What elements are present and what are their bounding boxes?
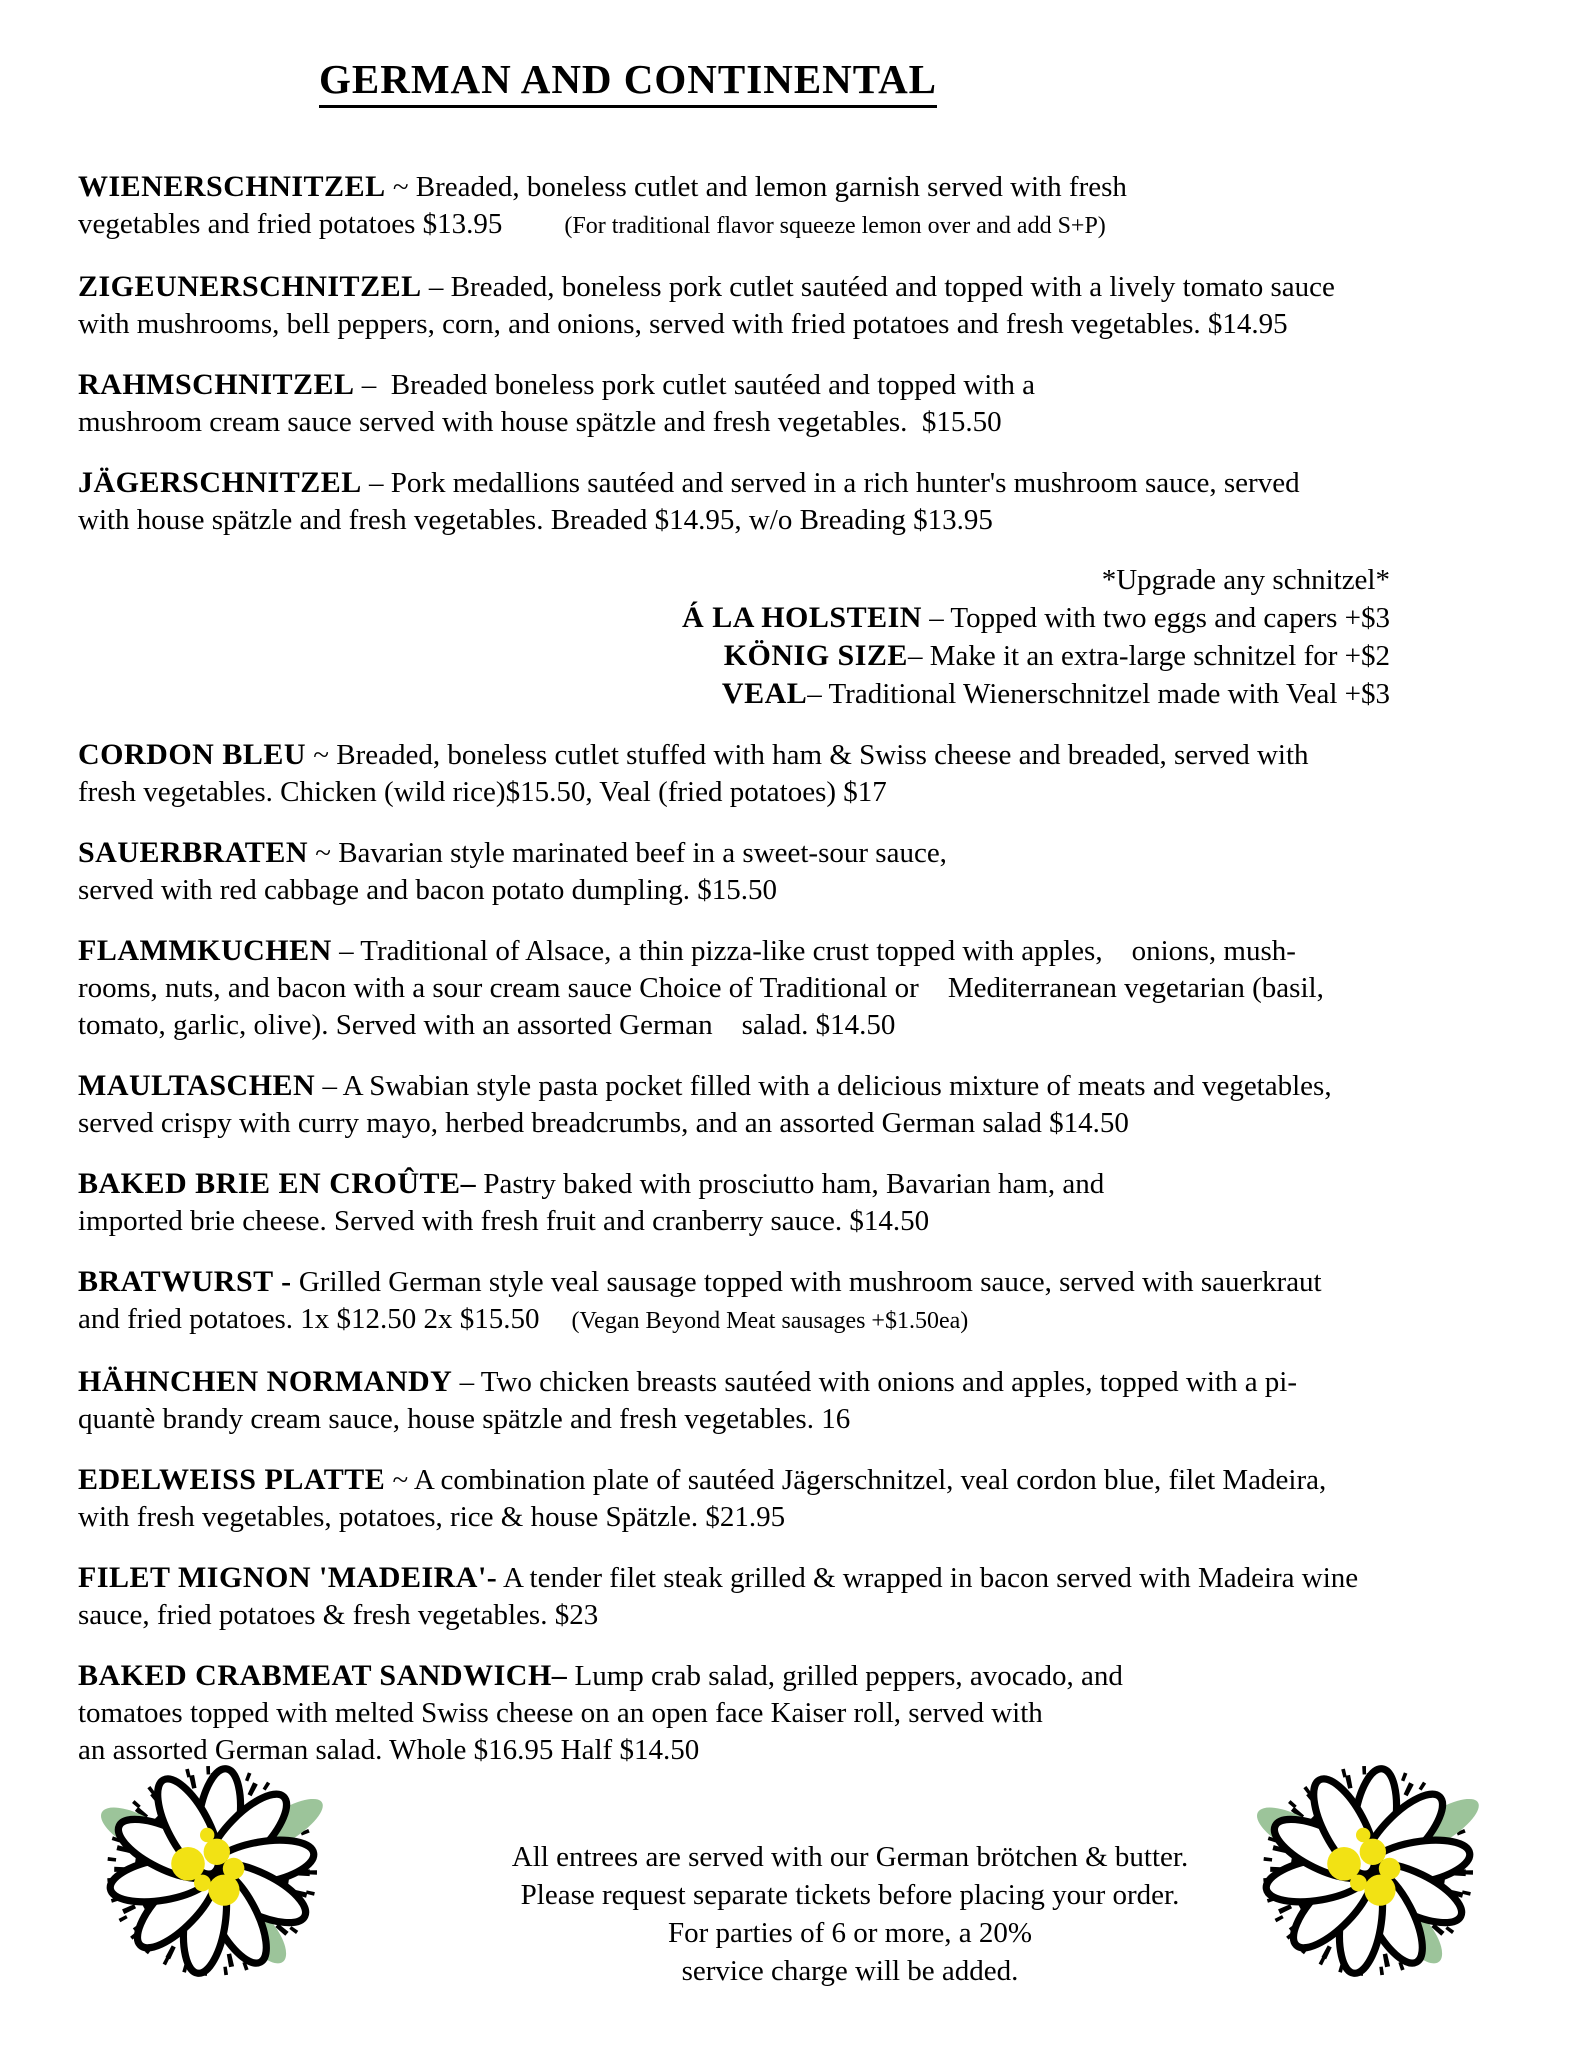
item-line: [78, 970, 1538, 1007]
item-line: [78, 502, 1538, 539]
menu-item-wienerschnitzel: [78, 168, 1538, 245]
item-line: [78, 1461, 1538, 1499]
menu-item-bratwurst: [78, 1263, 1538, 1340]
item-line: [78, 1695, 1538, 1732]
menu-item-baked-brie-en-croute: [78, 1165, 1538, 1240]
item-line: [78, 1401, 1538, 1438]
item-desc: – Two chicken breasts sautéed with onions and apples, topped with a pi-: [452, 1366, 1298, 1398]
item-line: [78, 1007, 1538, 1044]
menu-item-jaegerschnitzel: [78, 464, 1538, 539]
menu-item-maultaschen: [78, 1067, 1538, 1142]
item-line: [78, 464, 1538, 502]
item-title: FILET MIGNON 'MADEIRA'-: [78, 1561, 498, 1594]
footer-line: All entrees are served with our German brötchen & butter.: [511, 1841, 1189, 1873]
item-desc: mushroom cream sauce served with house spätzle and fresh vegetables. $15.50: [78, 406, 1002, 438]
item-line: [78, 268, 1538, 306]
upgrade-option: [78, 637, 1390, 675]
menu-item-edelweiss-platte: [78, 1461, 1538, 1536]
item-line: [78, 1165, 1538, 1203]
item-line: [78, 932, 1538, 970]
page-title-text: GERMAN AND CONTINENTAL: [319, 55, 937, 108]
upgrade-option-title: KÖNIG SIZE: [723, 639, 908, 672]
item-line: [78, 774, 1538, 811]
item-title: BAKED CRABMEAT SANDWICH–: [78, 1659, 568, 1692]
upgrade-option: [78, 599, 1390, 637]
item-desc: – Breaded boneless pork cutlet sautéed and topped with a: [354, 369, 1036, 401]
menu-item-zigeunerschnitzel: [78, 268, 1538, 343]
item-desc: served with red cabbage and bacon potato dumpling. $15.50: [78, 874, 778, 906]
item-title: JÄGERSCHNITZEL: [78, 466, 362, 499]
item-line: [78, 1559, 1538, 1597]
edelweiss-icon: [1248, 1742, 1488, 2000]
item-desc: fresh vegetables. Chicken (wild rice)$15.50, Veal (fried potatoes) $17: [78, 776, 887, 808]
item-desc: imported brie cheese. Served with fresh fruit and cranberry sauce. $14.50: [78, 1205, 930, 1237]
upgrade-option: [78, 675, 1390, 713]
edelweiss-flower-illustration-left: [92, 1742, 332, 2000]
item-desc: an assorted German salad. Whole $16.95 Half $14.50: [78, 1734, 700, 1766]
item-title: FLAMMKUCHEN: [78, 934, 332, 967]
upgrade-option-title: Á LA HOLSTEIN: [682, 601, 922, 634]
item-title: HÄHNCHEN NORMANDY: [78, 1365, 453, 1398]
menu-item-rahmschnitzel: [78, 366, 1538, 441]
item-line: [78, 1105, 1538, 1142]
item-line: [78, 1301, 1538, 1340]
item-title: SAUERBRATEN: [78, 836, 308, 869]
edelweiss-icon: [92, 1742, 332, 2000]
item-line: [78, 366, 1538, 404]
item-desc: – Traditional of Alsace, a thin pizza-like crust topped with apples, onions, mush-: [331, 935, 1296, 967]
item-desc: vegetables and fried potatoes $13.95: [78, 208, 503, 240]
footer-line: For parties of 6 or more, a 20%: [667, 1917, 1032, 1949]
item-desc: with mushrooms, bell peppers, corn, and onions, served with fried potatoes and fresh vegetables. $14.95: [78, 308, 1288, 340]
item-title: WIENERSCHNITZEL: [78, 170, 386, 203]
menu-item-flammkuchen: [78, 932, 1538, 1044]
item-line: [78, 1657, 1538, 1695]
item-title: ZIGEUNERSCHNITZEL: [78, 270, 422, 303]
upgrade-header: *Upgrade any schnitzel*: [1101, 564, 1390, 596]
item-line: [78, 872, 1538, 909]
menu-item-cordon-bleu: [78, 736, 1538, 811]
item-note: (For traditional flavor squeeze lemon over and add S+P): [564, 213, 1106, 239]
menu-item-haehnchen-normandy: [78, 1363, 1538, 1438]
item-desc: with house spätzle and fresh vegetables. Breaded $14.95, w/o Breading $13.95: [78, 504, 993, 536]
menu-item-sauerbraten: [78, 834, 1538, 909]
upgrade-option-desc: – Traditional Wienerschnitzel made with Veal +$3: [807, 678, 1390, 710]
upgrade-option-desc: – Topped with two eggs and capers +$3: [921, 602, 1390, 634]
item-desc: Lump crab salad, grilled peppers, avocado, and: [567, 1660, 1123, 1692]
item-desc: served crispy with curry mayo, herbed breadcrumbs, and an assorted German salad $14.50: [78, 1107, 1129, 1139]
item-line: [78, 404, 1538, 441]
item-line: [78, 1363, 1538, 1401]
item-title: BAKED BRIE EN CROÛTE–: [78, 1167, 477, 1200]
item-desc: – Breaded, boneless pork cutlet sautéed and topped with a lively tomato sauce: [421, 271, 1335, 303]
item-line: [78, 1499, 1538, 1536]
item-line: [78, 206, 1538, 245]
item-desc: Pastry baked with prosciutto ham, Bavarian ham, and: [476, 1168, 1105, 1200]
item-desc: A tender filet steak grilled & wrapped in bacon served with Madeira wine: [497, 1562, 1359, 1594]
footer-note: [400, 1838, 1300, 1990]
item-line: [78, 306, 1538, 343]
item-desc: – Pork medallions sautéed and served in a rich hunter's mushroom sauce, served: [361, 467, 1300, 499]
item-line: [78, 1263, 1538, 1301]
menu-item-filet-mignon-madeira: [78, 1559, 1538, 1634]
item-title: CORDON BLEU: [78, 738, 307, 771]
item-line: [78, 1597, 1538, 1634]
item-line: [78, 1067, 1538, 1105]
item-desc: with fresh vegetables, potatoes, rice & house Spätzle. $21.95: [78, 1501, 786, 1533]
item-note: (Vegan Beyond Meat sausages +$1.50ea): [571, 1308, 969, 1334]
item-desc: and fried potatoes. 1x $12.50 2x $15.50: [78, 1303, 540, 1335]
item-line: [78, 1203, 1538, 1240]
item-title: RAHMSCHNITZEL: [78, 368, 355, 401]
item-desc: tomatoes topped with melted Swiss cheese on an open face Kaiser roll, served with: [78, 1697, 1043, 1729]
item-desc: ~ Breaded, boneless cutlet and lemon garnish served with fresh: [385, 171, 1127, 203]
menu-page: [78, 55, 1538, 1792]
item-desc: ~ Breaded, boneless cutlet stuffed with ham & Swiss cheese and breaded, served with: [306, 739, 1309, 771]
edelweiss-flower-illustration-right: [1248, 1742, 1488, 2000]
footer-line: Please request separate tickets before placing your order.: [520, 1879, 1180, 1911]
upgrade-option-title: VEAL: [721, 677, 808, 710]
item-desc: tomato, garlic, olive). Served with an assorted German salad. $14.50: [78, 1009, 896, 1041]
schnitzel-upgrade-block: [78, 562, 1538, 713]
item-line: [78, 736, 1538, 774]
item-desc: quantè brandy cream sauce, house spätzle and fresh vegetables. 16: [78, 1403, 851, 1435]
item-line: [78, 834, 1538, 872]
item-title: EDELWEISS PLATTE: [78, 1463, 386, 1496]
page-title: [78, 55, 1178, 108]
item-line: [78, 168, 1538, 206]
upgrade-option-desc: – Make it an extra-large schnitzel for +$2: [907, 640, 1390, 672]
footer-line: service charge will be added.: [681, 1955, 1019, 1987]
item-title: BRATWURST -: [78, 1265, 292, 1298]
item-desc: rooms, nuts, and bacon with a sour cream sauce Choice of Traditional or Mediterranean vegetarian (basil,: [78, 972, 1324, 1004]
petals: [1263, 1766, 1473, 1976]
item-desc: – A Swabian style pasta pocket filled with a delicious mixture of meats and vegetables,: [315, 1070, 1332, 1102]
item-desc: Grilled German style veal sausage topped with mushroom sauce, served with sauerkraut: [291, 1266, 1322, 1298]
item-desc: sauce, fried potatoes & fresh vegetables. $23: [78, 1599, 599, 1631]
item-desc: ~ A combination plate of sautéed Jägerschnitzel, veal cordon blue, filet Madeira,: [385, 1464, 1327, 1496]
item-title: MAULTASCHEN: [78, 1069, 316, 1102]
item-desc: ~ Bavarian style marinated beef in a sweet-sour sauce,: [308, 837, 947, 869]
petals: [107, 1766, 317, 1976]
